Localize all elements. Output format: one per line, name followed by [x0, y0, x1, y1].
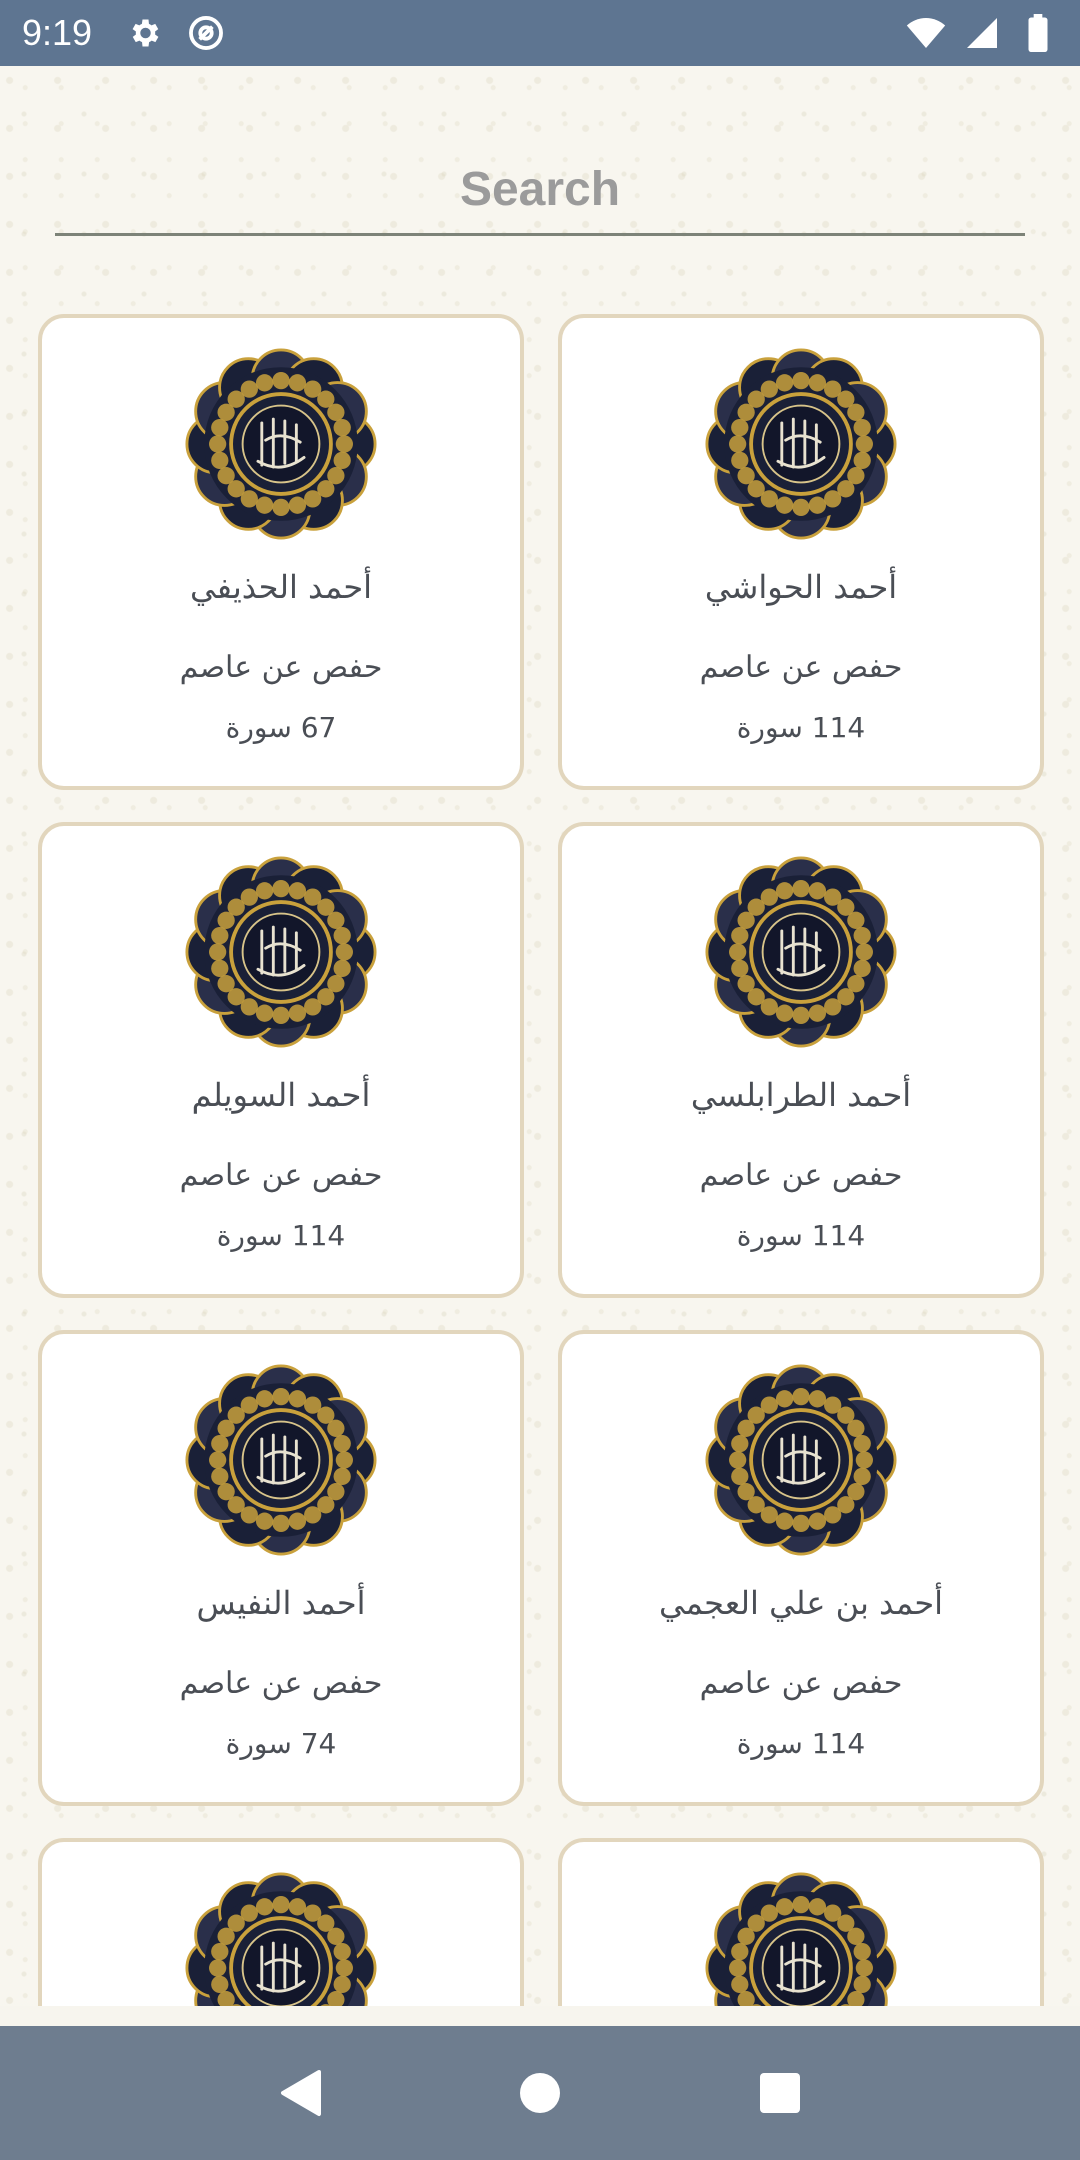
- back-icon[interactable]: [265, 2058, 335, 2128]
- status-right-icons: [906, 13, 1058, 53]
- surah-count: 114 سورة: [736, 1219, 866, 1252]
- reciter-card[interactable]: [38, 1838, 524, 2006]
- quran-emblem-icon: [185, 348, 377, 540]
- reciter-riwaya: حفص عن عاصم: [699, 1666, 903, 1701]
- surah-count: 67 سورة: [225, 711, 337, 744]
- content-area: [0, 66, 1080, 2006]
- reciter-card[interactable]: [38, 314, 524, 790]
- reciter-card[interactable]: [558, 1330, 1044, 1806]
- surah-count: 114 سورة: [216, 1219, 346, 1252]
- reciter-card[interactable]: [558, 314, 1044, 790]
- search-input[interactable]: [55, 155, 1025, 225]
- reciter-card[interactable]: [558, 822, 1044, 1298]
- reciter-riwaya: حفص عن عاصم: [699, 1158, 903, 1193]
- reciter-riwaya: حفص عن عاصم: [699, 650, 903, 685]
- status-bar: [0, 0, 1080, 66]
- gear-icon: [124, 13, 164, 53]
- reciter-name: أحمد السويلم: [191, 1076, 371, 1114]
- at-sign-icon: [186, 13, 226, 53]
- wifi-icon: [906, 13, 946, 53]
- quran-emblem-icon: [185, 856, 377, 1048]
- surah-count: 74 سورة: [225, 1727, 337, 1760]
- reciter-name: أحمد النفيس: [196, 1584, 366, 1622]
- status-left-icons: [124, 13, 226, 53]
- reciter-grid: [38, 314, 1044, 2006]
- surah-count: 114 سورة: [736, 711, 866, 744]
- recents-icon[interactable]: [745, 2058, 815, 2128]
- signal-icon: [962, 13, 1002, 53]
- reciter-name: أحمد بن علي العجمي: [658, 1584, 943, 1622]
- home-icon[interactable]: [505, 2058, 575, 2128]
- reciter-card[interactable]: [38, 822, 524, 1298]
- reciter-card[interactable]: [38, 1330, 524, 1806]
- reciter-name: أحمد الحواشي: [704, 568, 898, 606]
- quran-emblem-icon: [705, 1364, 897, 1556]
- reciter-card[interactable]: [558, 1838, 1044, 2006]
- quran-emblem-icon: [705, 1872, 897, 2006]
- reciter-name: أحمد الطرابلسي: [690, 1076, 912, 1114]
- status-time: 9:19: [22, 12, 93, 53]
- reciter-riwaya: حفص عن عاصم: [179, 1666, 383, 1701]
- quran-emblem-icon: [185, 1872, 377, 2006]
- surah-count: 114 سورة: [736, 1727, 866, 1760]
- navigation-bar: [0, 2026, 1080, 2160]
- reciter-name: أحمد الحذيفي: [190, 568, 372, 606]
- search-bar: [55, 146, 1025, 236]
- reciter-riwaya: حفص عن عاصم: [179, 1158, 383, 1193]
- quran-emblem-icon: [705, 856, 897, 1048]
- quran-emblem-icon: [705, 348, 897, 540]
- battery-icon: [1018, 13, 1058, 53]
- reciter-riwaya: حفص عن عاصم: [179, 650, 383, 685]
- quran-emblem-icon: [185, 1364, 377, 1556]
